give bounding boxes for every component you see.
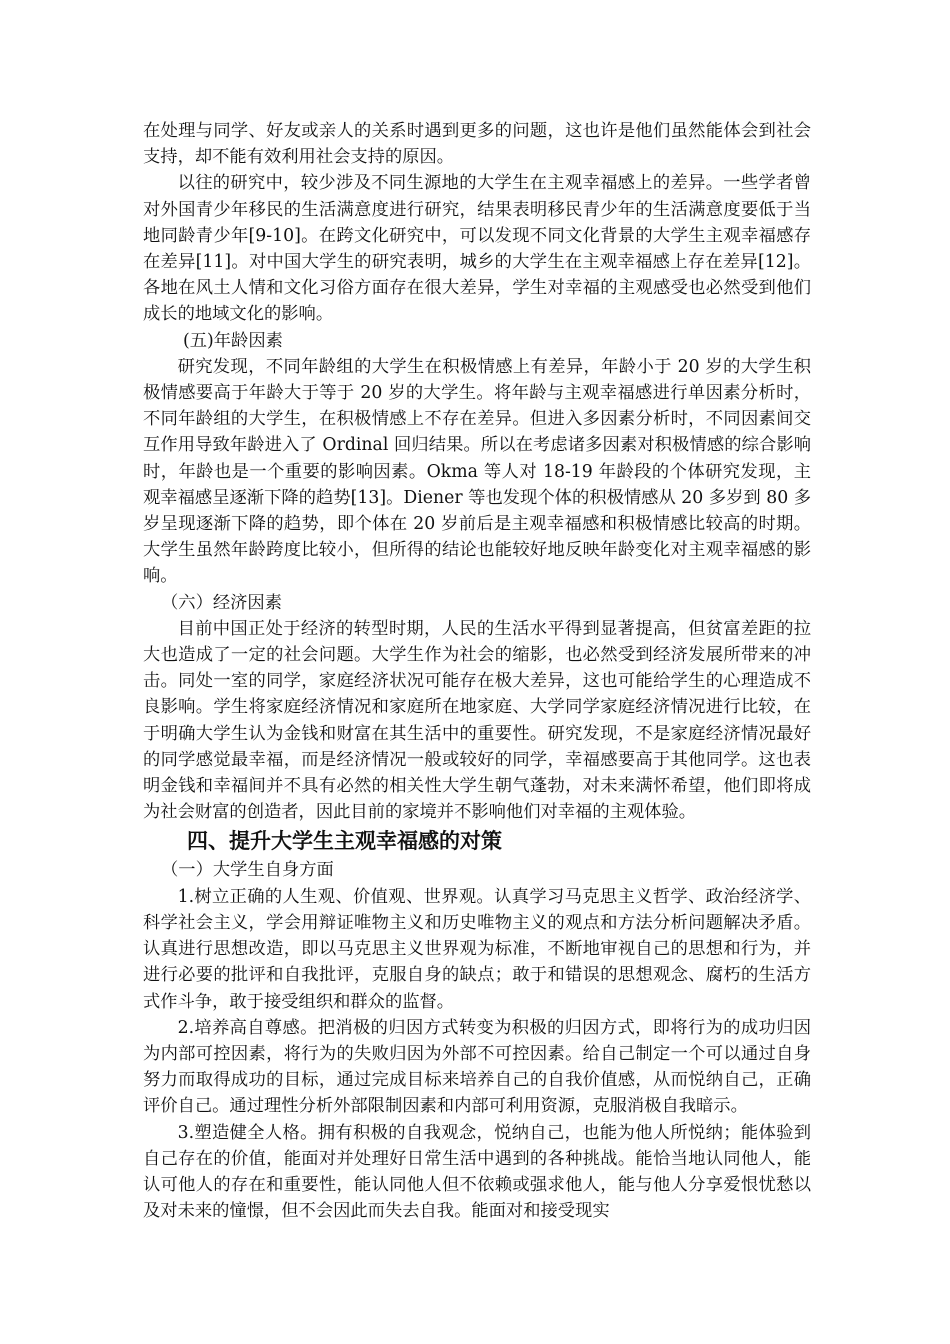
section-heading-strategies: 四、提升大学生主观幸福感的对策	[187, 829, 502, 854]
paragraph-age-factor: 研究发现，不同年龄组的大学生在积极情感上有差异，年龄小于 20 岁的大学生积极情感要高于年龄大于等于 20 岁的大学生。将年龄与主观幸福感进行单因素分析时，不同年龄组的大学生，在积极情感上不存在差异。但进入多因素分析时，不同因素间交互作用导致年龄进入了 Ordinal 回归结果。所以在考虑诸多因素对积极情感的综合影响时，年龄也是一个重要的影响因素。Okma 等人对 18-19 年龄段的个体研究发现，主观幸福感呈逐渐下降的趋势[13]。Diener 等也发现个体的积极情感从 20 多岁到 80 多岁呈现逐渐下降的趋势，即个体在 20 岁前后是主观幸福感和积极情感比较高的时期。大学生虽然年龄跨度比较小，但所得的结论也能较好地反映年龄变化对主观幸福感的影响。	[143, 356, 811, 587]
page-body	[143, 118, 811, 1224]
paragraph-item-self-esteem: 2.培养高自尊感。把消极的归因方式转变为积极的归因方式，即将行为的成功归因为内部可控因素，将行为的失败归因为外部不可控因素。给自己制定一个可以通过自身努力而取得成功的目标，通过完成目标来培养自己的自我价值感，从而悦纳自己，正确评价自己。通过理性分析外部限制因素和内部可利用资源，克服消极自我暗示。	[143, 1017, 811, 1117]
subheading-economic-factor: （六）经济因素	[161, 592, 282, 613]
subheading-age-factor: (五)年龄因素	[183, 330, 283, 351]
subheading-students-self: （一）大学生自身方面	[161, 860, 334, 881]
paragraph-item-personality: 3.塑造健全人格。拥有积极的自我观念，悦纳自己，也能为他人所悦纳；能体验到自己存在的价值，能面对并处理好日常生活中遇到的各种挑战。能恰当地认同他人，能认可他人的存在和重要性，能认同他人但不依赖或强求他人，能与他人分享爱恨忧愁以及对未来的憧憬，但不会因此而失去自我。能面对和接受现实	[143, 1122, 811, 1222]
paragraph-item-worldview: 1.树立正确的人生观、价值观、世界观。认真学习马克思主义哲学、政治经济学、科学社会主义，学会用辩证唯物主义和历史唯物主义的观点和方法分析问题解决矛盾。认真进行思想改造，即以马克思主义世界观为标准，不断地审视自己的思想和行为，并进行必要的批评和自我批评，克服自身的缺点；敢于和错误的思想观念、腐朽的生活方式作斗争，敢于接受组织和群众的监督。	[143, 886, 811, 1012]
paragraph-social-support: 在处理与同学、好友或亲人的关系时遇到更多的问题，这也许是他们虽然能体会到社会支持，却不能有效利用社会支持的原因。	[143, 121, 811, 168]
paragraph-economic-factor: 目前中国正处于经济的转型时期，人民的生活水平得到显著提高，但贫富差距的拉大也造成了一定的社会问题。大学生作为社会的缩影，也必然受到经济发展所带来的冲击。同处一室的同学，家庭经济状况可能存在极大差异，这也可能给学生的心理造成不良影响。学生将家庭经济情况和家庭所在地家庭、大学同学家庭经济情况进行比较，在于明确大学生认为金钱和财富在其生活中的重要性。研究发现，不是家庭经济情况最好的同学感觉最幸福，而是经济情况一般或较好的同学，幸福感要高于其他同学。这也表明金钱和幸福间并不具有必然的相关性大学生朝气蓬勃，对未来满怀希望，他们即将成为社会财富的创造者，因此目前的家境并不影响他们对幸福的主观体验。	[143, 618, 811, 823]
paragraph-origin-difference: 以往的研究中，较少涉及不同生源地的大学生在主观幸福感上的差异。一些学者曾对外国青少年移民的生活满意度进行研究，结果表明移民青少年的生活满意度要低于当地同龄青少年[9-10]。在跨文化研究中，可以发现不同文化背景的大学生主观幸福感存在差异[11]。对中国大学生的研究表明，城乡的大学生在主观幸福感上存在差异[12]。各地在风土人情和文化习俗方面存在很大差异，学生对幸福的主观感受也必然受到他们成长的地域文化的影响。	[143, 173, 811, 325]
